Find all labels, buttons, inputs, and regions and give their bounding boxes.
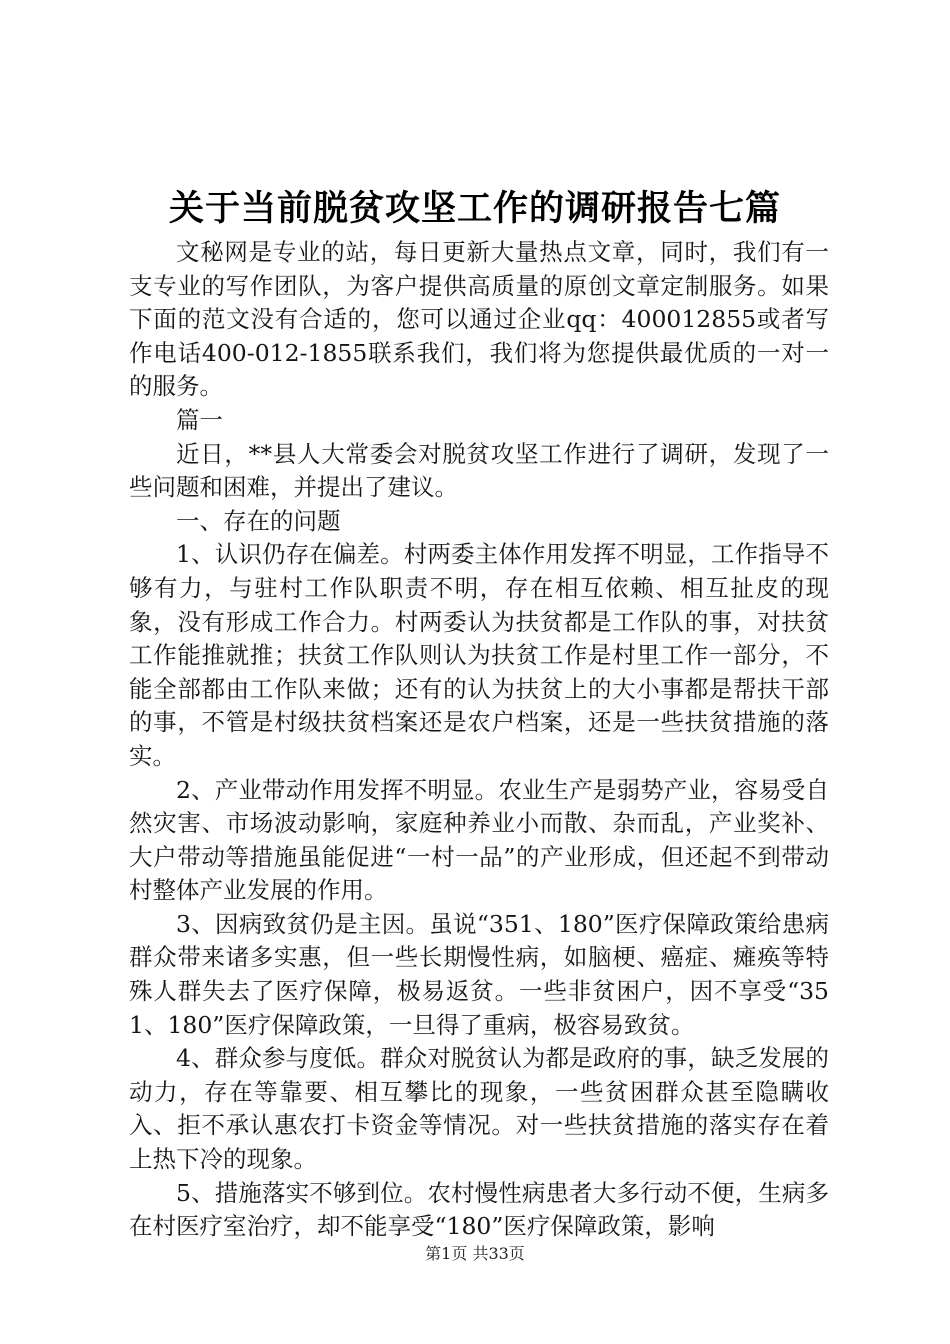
problem-paragraph-2: 2、产业带动作用发挥不明显。农业生产是弱势产业，容易受自然灾害、市场波动影响，家庭种养业小而散、杂而乱，产业奖补、大户带动等措施虽能促进“一村一品”的产业形成，但还起不到带动村整体产业发展的作用。 [129, 775, 829, 905]
document-title: 关于当前脱贫攻坚工作的调研报告七篇 [168, 188, 781, 229]
problem-paragraph-5: 5、措施落实不够到位。农村慢性病患者大多行动不便，生病多在村医疗室治疗，却不能享受“180”医疗保障政策，影响 [129, 1178, 829, 1241]
page-number-footer: 第1页 共33页 [425, 1244, 525, 1263]
section-heading-problems: 一、存在的问题 [176, 506, 341, 535]
problem-paragraph-3: 3、因病致贫仍是主因。虽说“351、180”医疗保障政策给患病群众带来诸多实惠，但一些长期慢性病，如脑梗、癌症、瘫痪等特殊人群失去了医疗保障，极易返贫。一些非贫困户，因不享受“351、180”医疗保障政策，一旦得了重病，极容易致贫。 [129, 909, 829, 1039]
problem-paragraph-4: 4、群众参与度低。群众对脱贫认为都是政府的事，缺乏发展的动力，存在等靠要、相互攀比的现象，一些贫困群众甚至隐瞒收入、拒不承认惠农打卡资金等情况。对一些扶贫措施的落实存在着上热下冷的现象。 [129, 1044, 829, 1174]
section-heading-part-one: 篇一 [176, 405, 223, 434]
opening-paragraph: 近日，**县人大常委会对脱贫攻坚工作进行了调研，发现了一些问题和困难，并提出了建议。 [129, 439, 829, 502]
document-body [129, 236, 829, 1244]
intro-paragraph: 文秘网是专业的站，每日更新大量热点文章，同时，我们有一支专业的写作团队，为客户提供高质量的原创文章定制服务。如果下面的范文没有合适的，您可以通过企业qq：400012855或者写作电话400-012-1855联系我们，我们将为您提供最优质的一对一的服务。 [129, 238, 829, 401]
problem-paragraph-1: 1、认识仍存在偏差。村两委主体作用发挥不明显，工作指导不够有力，与驻村工作队职责不明，存在相互依赖、相互扯皮的现象，没有形成工作合力。村两委认为扶贫都是工作队的事，对扶贫工作能推就推；扶贫工作队则认为扶贫工作是村里工作一部分，不能全部都由工作队来做；还有的认为扶贫上的大小事都是帮扶干部的事，不管是村级扶贫档案还是农户档案，还是一些扶贫措施的落实。 [129, 540, 829, 770]
